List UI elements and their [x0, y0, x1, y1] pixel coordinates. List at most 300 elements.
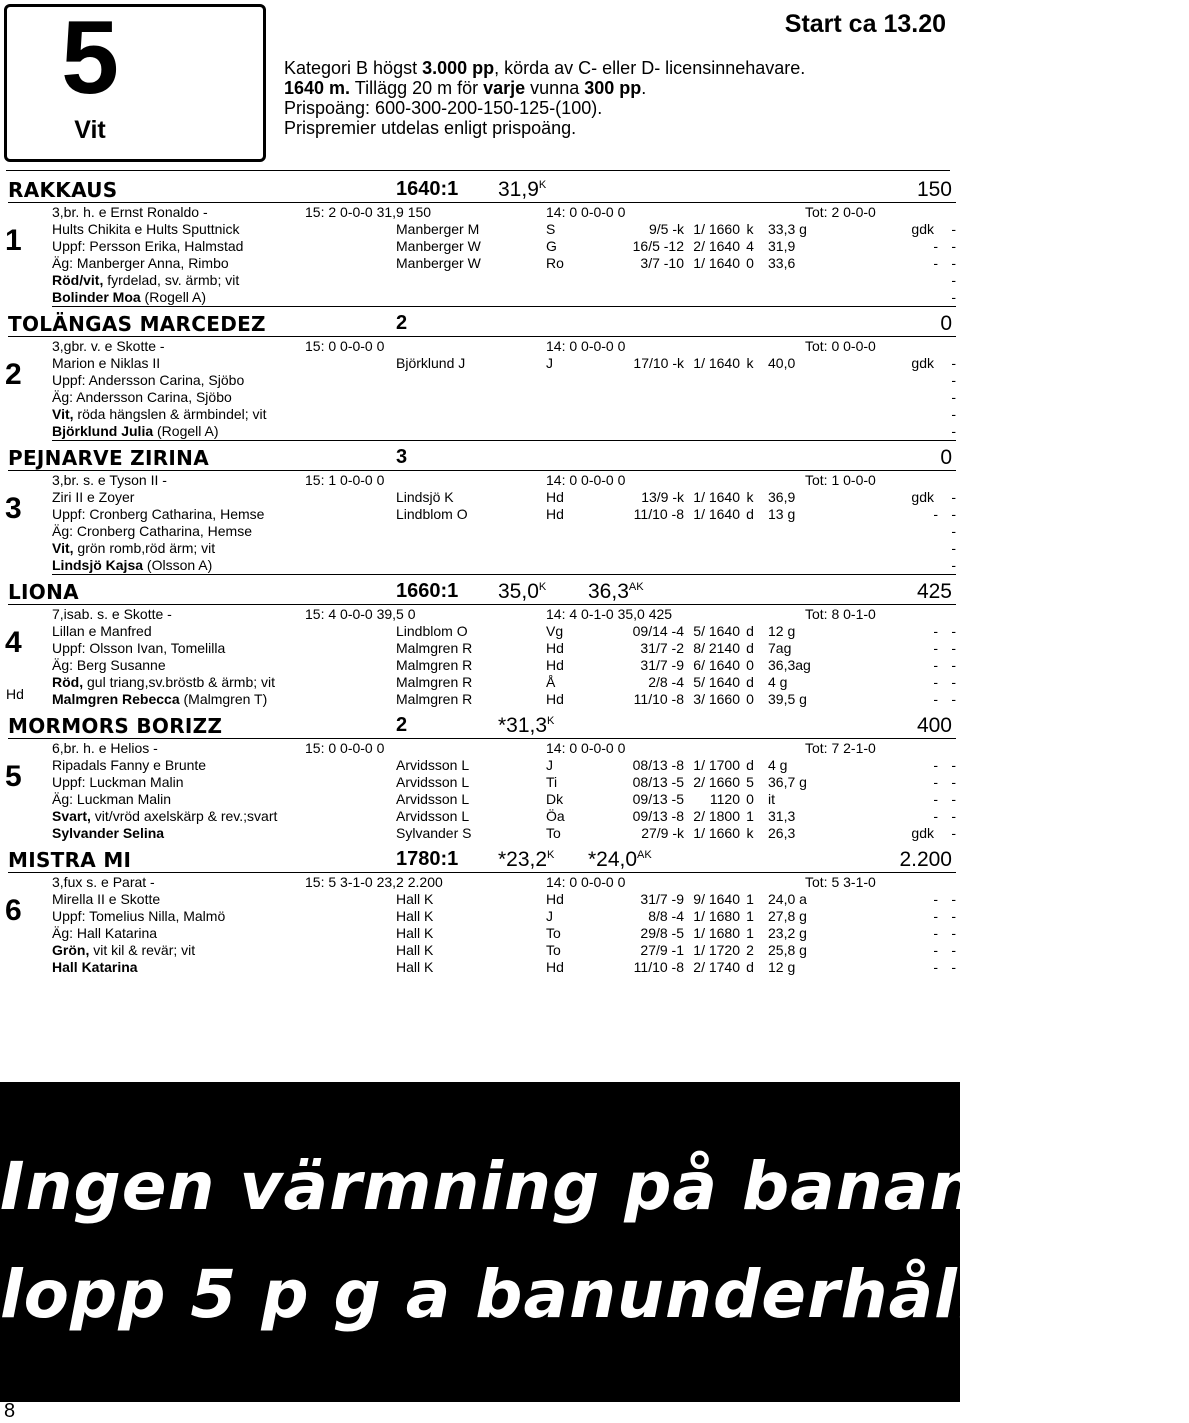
date: 11/10 -8 — [633, 959, 684, 975]
dash: - — [951, 891, 956, 907]
date: 2/8 -4 — [648, 674, 684, 690]
horse-record: 2 — [396, 312, 408, 334]
colors-row: Röd/vit, fyrdelad, sv. ärmb; vit - — [52, 272, 956, 288]
dash: - — [933, 657, 938, 673]
start-row — [52, 757, 956, 774]
distance: 1/ 1640 — [693, 355, 740, 371]
pedigree: 3,gbr. v. e Skotte - — [52, 338, 165, 354]
start-row — [52, 791, 956, 808]
stats-total: Tot: 1 0-0-0 — [805, 472, 876, 488]
placement: k — [746, 355, 754, 371]
stall-number: 2 — [5, 358, 22, 391]
stats-2014: 14: 0 0-0-0 0 — [546, 740, 626, 756]
horse-divider — [8, 872, 956, 873]
stats-2015: 15: 4 0-0-0 39,5 0 — [305, 606, 416, 622]
pedigree: 3,fux s. e Parat - — [52, 874, 155, 890]
distance: 1/ 1660 — [693, 825, 740, 841]
trainer-row: Lindsjö Kajsa (Olsson A) - — [52, 557, 956, 573]
date: 27/9 -1 — [640, 942, 684, 958]
placement: 2 — [746, 942, 754, 958]
start-row — [52, 238, 956, 255]
horse-name: PEJNARVE ZIRINA — [8, 446, 209, 470]
driver: Hall K — [396, 959, 434, 975]
km-time: it — [768, 791, 775, 807]
distance: 1/ 1680 — [693, 908, 740, 924]
horse-headline — [8, 312, 956, 338]
track: To — [546, 942, 561, 958]
placement: 0 — [746, 791, 754, 807]
horse-earnings: 150 — [916, 178, 952, 201]
horse-earnings: 400 — [916, 714, 952, 737]
stats-2014: 14: 0 0-0-0 0 — [546, 874, 626, 890]
horse-headline — [8, 714, 956, 740]
distance: 1/ 1640 — [693, 506, 740, 522]
notice-banner — [0, 1082, 1189, 1402]
odds: gdk — [911, 221, 934, 237]
track: Vg — [546, 623, 564, 639]
date: 11/10 -8 — [633, 691, 684, 707]
stats-row — [52, 606, 956, 623]
dash: - — [951, 808, 956, 824]
colors-row: Vit, röda hängslen & ärmbindel; vit - — [52, 406, 956, 422]
colors-row: Röd, gul triang,sv.bröstb & ärmb; vit — [52, 674, 276, 690]
distance: 1/ 1700 — [693, 757, 740, 773]
row-divider — [52, 440, 956, 441]
distance: 1120 — [709, 791, 740, 807]
start-row — [52, 808, 956, 825]
stats-2015: 15: 2 0-0-0 31,9 150 — [305, 204, 432, 220]
track: Hd — [546, 640, 564, 656]
dash: - — [951, 640, 956, 656]
track: Dk — [546, 791, 564, 807]
placement: d — [746, 623, 754, 639]
best-time-2: $36,3^{AK}$ — [588, 580, 644, 603]
start-row — [52, 942, 956, 959]
driver: Hall K — [396, 925, 434, 941]
stats-2015: 15: 5 3-1-0 23,2 2.200 — [305, 874, 443, 890]
km-time: 24,0 a — [768, 891, 807, 907]
distance: 1/ 1720 — [693, 942, 740, 958]
info-text: Mirella II e Skotte — [52, 891, 161, 907]
dash: - — [951, 942, 956, 958]
driver: Manberger W — [396, 255, 481, 271]
info-text: Uppf: Olsson Ivan, Tomelilla — [52, 640, 226, 656]
info-text: Uppf: Luckman Malin — [52, 774, 184, 790]
date: 31/7 -9 — [640, 891, 684, 907]
dash: - — [933, 674, 938, 690]
distance: 1/ 1680 — [693, 925, 740, 941]
track: Hd — [546, 691, 564, 707]
start-row — [52, 640, 956, 657]
race-number: 5 — [61, 0, 119, 116]
horse-name: MORMORS BORIZZ — [8, 714, 223, 738]
track: Öa — [546, 808, 565, 824]
dash: - — [933, 640, 938, 656]
placement: 0 — [746, 255, 754, 271]
dash: - — [933, 757, 938, 773]
dash: - — [951, 623, 956, 639]
dash: - — [951, 506, 956, 522]
placement: d — [746, 640, 754, 656]
horse-record: 1780:1 — [396, 848, 459, 870]
driver: Hall K — [396, 942, 434, 958]
placement: d — [746, 959, 754, 975]
dash: - — [933, 959, 938, 975]
dash: - — [951, 255, 956, 271]
distance: 9/ 1640 — [693, 891, 740, 907]
dash: - — [951, 238, 956, 254]
driver: Malmgren R — [396, 640, 473, 656]
start-row — [52, 925, 956, 942]
horse-record: 1640:1 — [396, 178, 459, 200]
info-text: Äg: Berg Susanne — [52, 657, 166, 673]
date: 27/9 -k — [641, 825, 684, 841]
driver: Hall K — [396, 891, 434, 907]
driver: Lindblom O — [396, 623, 468, 639]
colors-row: Svart, vit/vröd axelskärp & rev.;svart — [52, 808, 278, 824]
start-row — [52, 221, 956, 238]
horse-name: LIONA — [8, 580, 79, 604]
distance: 3/ 1660 — [693, 691, 740, 707]
date: 09/14 -4 — [632, 623, 684, 639]
track: J — [546, 355, 553, 371]
placement: d — [746, 506, 754, 522]
start-row — [52, 489, 956, 506]
odds: gdk — [911, 489, 934, 505]
start-row — [52, 506, 956, 523]
horse-name: TOLÄNGAS MARCEDEZ — [8, 312, 266, 336]
info-text: Äg: Cronberg Catharina, Hemse — [52, 523, 252, 539]
date: 09/13 -8 — [632, 808, 684, 824]
start-row — [52, 255, 956, 272]
start-row — [52, 657, 956, 674]
notice-line-1: Ingen värmning på banan efter — [0, 1148, 1189, 1225]
start-time: Start ca 13.20 — [784, 10, 946, 38]
km-time: 39,5 g — [768, 691, 807, 707]
distance: 8/ 2140 — [693, 640, 740, 656]
km-time: 27,8 g — [768, 908, 807, 924]
pedigree: 3,br. s. e Tyson II - — [52, 472, 167, 488]
distance: 2/ 1660 — [693, 774, 740, 790]
driver: Björklund J — [396, 355, 466, 371]
trainer-row: Sylvander Selina — [52, 825, 165, 841]
stats-2014: 14: 0 0-0-0 0 — [546, 472, 626, 488]
best-time-2: $*24,0^{AK}$ — [588, 848, 652, 871]
placement: d — [746, 674, 754, 690]
track: Hd — [546, 959, 564, 975]
km-time: 36,9 — [768, 489, 796, 505]
dash: - — [951, 372, 956, 388]
horse-record: 3 — [396, 446, 408, 468]
track: To — [546, 925, 561, 941]
driver: Manberger W — [396, 238, 481, 254]
km-time: 36,3ag — [768, 657, 811, 673]
track: J — [546, 757, 553, 773]
stall-number: 4 — [5, 626, 22, 659]
dash: - — [933, 925, 938, 941]
pedigree: 3,br. h. e Ernst Ronaldo - — [52, 204, 208, 220]
stats-row — [52, 338, 956, 355]
info-text: Uppf: Tomelius Nilla, Malmö — [52, 908, 226, 924]
dash: - — [933, 808, 938, 824]
dash: - — [933, 891, 938, 907]
driver: Arvidsson L — [396, 774, 470, 790]
dash: - — [933, 774, 938, 790]
stall-number: 1 — [5, 224, 22, 257]
stats-row — [52, 472, 956, 489]
horse-headline — [8, 178, 956, 204]
page-number: 8 — [4, 1400, 16, 1422]
dash: - — [951, 674, 956, 690]
dash: - — [951, 757, 956, 773]
info-text: Ripadals Fanny e Brunte — [52, 757, 207, 773]
stats-total: Tot: 5 3-1-0 — [805, 874, 876, 890]
horse-earnings: 0 — [940, 446, 952, 469]
horse-divider — [8, 738, 956, 739]
driver: Malmgren R — [396, 691, 473, 707]
info-text: Äg: Luckman Malin — [52, 791, 172, 807]
track: G — [546, 238, 557, 254]
best-time-1: $*23,2^K$ — [498, 848, 555, 871]
km-time: 12 g — [768, 623, 796, 639]
distance: 5/ 1640 — [693, 674, 740, 690]
horse-headline — [8, 580, 956, 606]
start-row — [52, 774, 956, 791]
start-row — [52, 825, 956, 842]
dash: - — [951, 221, 956, 237]
info-text: Äg: Andersson Carina, Sjöbo — [52, 389, 232, 405]
horse-record: 2 — [396, 714, 408, 736]
placement: 0 — [746, 657, 754, 673]
dash: - — [951, 825, 956, 841]
km-time: 40,0 — [768, 355, 796, 371]
distance: 1/ 1640 — [693, 489, 740, 505]
start-row — [52, 959, 956, 976]
driver: Lindsjö K — [396, 489, 454, 505]
stats-2015: 15: 0 0-0-0 0 — [305, 338, 385, 354]
stats-row — [52, 204, 956, 221]
race-number-box — [4, 0, 266, 162]
track: J — [546, 908, 553, 924]
horse-record: 1660:1 — [396, 580, 459, 602]
dash: - — [951, 657, 956, 673]
placement: 1 — [746, 908, 754, 924]
horse-earnings: 2.200 — [899, 848, 952, 871]
horse-divider — [8, 202, 956, 203]
race-conditions: Kategori B högst 3.000 pp, körda av C- eller D- licensinnehavare. 1640 m. Tillägg 20 m för varje vunna 300 pp. Prispoäng: 600-300-200-150-125-(100). Prispremier utdelas enligt prispoäng. — [284, 58, 806, 138]
track: Hd — [546, 489, 564, 505]
driver: Sylvander S — [396, 825, 472, 841]
km-time: 33,6 — [768, 255, 796, 271]
driver: Arvidsson L — [396, 791, 470, 807]
stats-2014: 14: 4 0-1-0 35,0 425 — [546, 606, 673, 622]
distance: 2/ 1740 — [693, 959, 740, 975]
km-time: 13 g — [768, 506, 796, 522]
dash: - — [933, 791, 938, 807]
km-time: 4 g — [768, 757, 788, 773]
odds: gdk — [911, 825, 934, 841]
stall-number: 3 — [5, 492, 22, 525]
placement: 1 — [746, 808, 754, 824]
dash: - — [951, 523, 956, 539]
info-text: Uppf: Andersson Carina, Sjöbo — [52, 372, 245, 388]
horse-divider — [8, 604, 956, 605]
best-time-1: $31,9^K$ — [498, 178, 547, 201]
horse-name: MISTRA MI — [8, 848, 132, 872]
dash: - — [951, 908, 956, 924]
dash: - — [951, 959, 956, 975]
distance: 5/ 1640 — [693, 623, 740, 639]
placement: k — [746, 489, 754, 505]
stats-total: Tot: 7 2-1-0 — [805, 740, 876, 756]
date: 29/8 -5 — [640, 925, 684, 941]
stats-row — [52, 740, 956, 757]
track: Hd — [546, 891, 564, 907]
start-row — [52, 389, 956, 406]
distance: 2/ 1800 — [693, 808, 740, 824]
km-time: 31,3 — [768, 808, 796, 824]
date: 3/7 -10 — [640, 255, 684, 271]
km-time: 7ag — [768, 640, 792, 656]
km-time: 26,3 — [768, 825, 796, 841]
date: 16/5 -12 — [632, 238, 684, 254]
stats-2015: 15: 1 0-0-0 0 — [305, 472, 385, 488]
track: Å — [546, 674, 556, 690]
date: 08/13 -5 — [632, 774, 684, 790]
driver: Lindblom O — [396, 506, 468, 522]
placement: 1 — [746, 925, 754, 941]
trainer-row: Bolinder Moa (Rogell A) - — [52, 289, 956, 305]
start-row — [52, 691, 956, 708]
track: Ti — [546, 774, 558, 790]
dash: - — [933, 506, 938, 522]
date: 09/13 -5 — [632, 791, 684, 807]
dash: - — [951, 925, 956, 941]
stats-total: Tot: 0 0-0-0 — [805, 338, 876, 354]
stats-total: Tot: 8 0-1-0 — [805, 606, 876, 622]
km-time: 31,9 — [768, 238, 796, 254]
km-time: 36,7 g — [768, 774, 807, 790]
row-divider — [52, 306, 956, 307]
horse-earnings: 0 — [940, 312, 952, 335]
date: 17/10 -k — [633, 355, 684, 371]
notice-line-2: lopp 5 p g a banunderhåll! — [0, 1256, 1013, 1333]
info-text: Uppf: Cronberg Catharina, Hemse — [52, 506, 265, 522]
header-divider — [6, 170, 950, 171]
km-time: 12 g — [768, 959, 796, 975]
stats-row — [52, 874, 956, 891]
start-row — [52, 623, 956, 640]
colors-row: Vit, grön romb,röd ärm; vit - — [52, 540, 956, 556]
km-time: 23,2 g — [768, 925, 807, 941]
dash: - — [933, 691, 938, 707]
start-row — [52, 891, 956, 908]
dash: - — [951, 489, 956, 505]
driver: Malmgren R — [396, 657, 473, 673]
horse-name: RAKKAUS — [8, 178, 118, 202]
info-text: Marion e Niklas II — [52, 355, 161, 371]
dash: - — [951, 791, 956, 807]
info-text: Hults Chikita e Hults Sputtnick — [52, 221, 240, 237]
horse-headline — [8, 848, 956, 874]
distance: 1/ 1640 — [693, 255, 740, 271]
distance: 2/ 1640 — [693, 238, 740, 254]
track: To — [546, 825, 561, 841]
stall-number: 6 — [5, 894, 22, 927]
best-time-1: $*31,3^K$ — [498, 714, 555, 737]
start-row — [52, 523, 956, 540]
date: 08/13 -8 — [632, 757, 684, 773]
distance: 6/ 1640 — [693, 657, 740, 673]
placement: 5 — [746, 774, 754, 790]
date: 9/5 -k — [648, 221, 684, 237]
track: S — [546, 221, 556, 237]
horse-earnings: 425 — [916, 580, 952, 603]
placement: 4 — [746, 238, 754, 254]
info-text: Äg: Manberger Anna, Rimbo — [52, 255, 229, 271]
info-text: Ziri II e Zoyer — [52, 489, 135, 505]
driver: Hall K — [396, 908, 434, 924]
dash: - — [951, 355, 956, 371]
row-divider — [52, 574, 956, 575]
race-color: Vit — [74, 116, 106, 144]
colors-row: Grön, vit kil & revär; vit — [52, 942, 196, 958]
info-text: Lillan e Manfred — [52, 623, 152, 639]
date: 8/8 -4 — [648, 908, 684, 924]
date: 13/9 -k — [641, 489, 684, 505]
horse-divider — [8, 470, 956, 471]
horse-headline — [8, 446, 956, 472]
start-row — [52, 355, 956, 372]
distance: 1/ 1660 — [693, 221, 740, 237]
start-row — [52, 372, 956, 389]
track: Hd — [546, 506, 564, 522]
dash: - — [951, 389, 956, 405]
info-text: Äg: Hall Katarina — [52, 925, 158, 941]
km-time: 25,8 g — [768, 942, 807, 958]
placement: k — [746, 825, 754, 841]
dash: - — [933, 942, 938, 958]
trainer-row: Malmgren Rebecca (Malmgren T) — [52, 691, 268, 707]
driver: Arvidsson L — [396, 808, 470, 824]
info-text: Uppf: Persson Erika, Halmstad — [52, 238, 244, 254]
placement: 1 — [746, 891, 754, 907]
track: Ro — [546, 255, 564, 271]
start-row — [52, 674, 956, 691]
stats-2014: 14: 0 0-0-0 0 — [546, 204, 626, 220]
date: 11/10 -8 — [633, 506, 684, 522]
placement: d — [746, 757, 754, 773]
km-time: 33,3 g — [768, 221, 807, 237]
date: 31/7 -9 — [640, 657, 684, 673]
dash: - — [951, 691, 956, 707]
km-time: 4 g — [768, 674, 788, 690]
dash: - — [933, 238, 938, 254]
pedigree: 7,isab. s. e Skotte - — [52, 606, 172, 622]
stats-total: Tot: 2 0-0-0 — [805, 204, 876, 220]
dash: - — [933, 623, 938, 639]
placement: 0 — [746, 691, 754, 707]
placement: k — [746, 221, 754, 237]
track: Hd — [546, 657, 564, 673]
driver: Manberger M — [396, 221, 480, 237]
stall-note: Hd — [6, 686, 24, 702]
date: 31/7 -2 — [640, 640, 684, 656]
driver: Malmgren R — [396, 674, 473, 690]
stats-2015: 15: 0 0-0-0 0 — [305, 740, 385, 756]
best-time-1: $35,0^K$ — [498, 580, 547, 603]
dash: - — [951, 774, 956, 790]
